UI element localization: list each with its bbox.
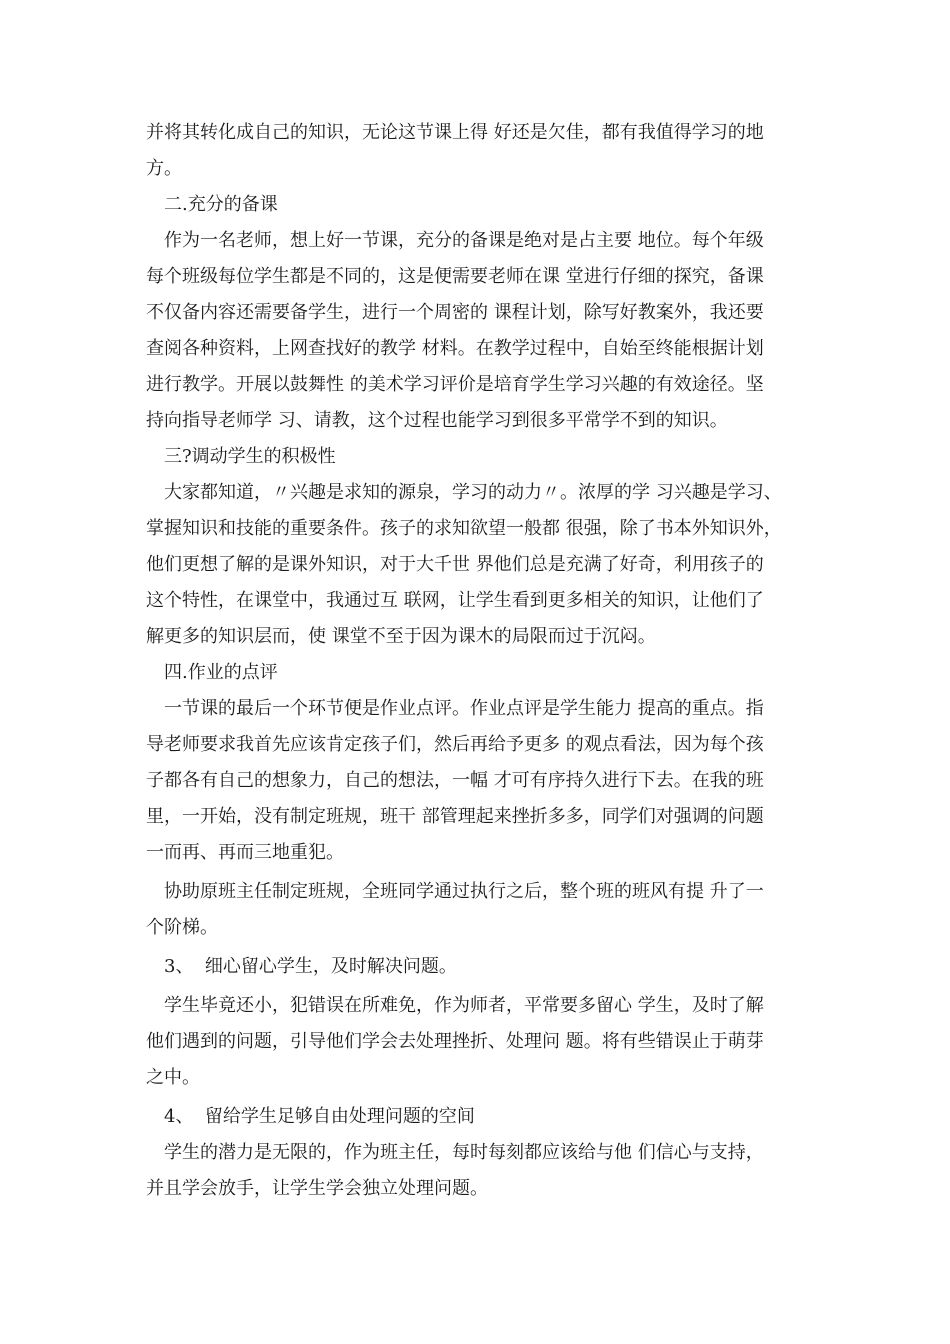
text-line: 进行教学。开展以鼓舞性 的美术学习评价是培育学生学习兴趣的有效途径。坚 [146, 374, 764, 395]
text-line: 每个班级每位学生都是不同的，这是便需要老师在课 堂进行仔细的探究，备课 [146, 266, 764, 287]
text-line: 之中。 [146, 1067, 200, 1088]
text-line: 方。 [146, 158, 182, 179]
text-line: 协助原班主任制定班规，全班同学通过执行之后，整个班的班风有提 升了一 [164, 881, 764, 902]
text-line: 一节课的最后一个环节便是作业点评。作业点评是学生能力 提高的重点。指 [164, 698, 764, 719]
text-line: 二.充分的备课 [164, 194, 278, 215]
text-line: 这个特性，在课堂中，我通过互 联网，让学生看到更多相关的知识，让他们了 [146, 590, 764, 611]
text-line: 四.作业的点评 [164, 662, 278, 683]
text-line: 不仅备内容还需要备学生，进行一个周密的 课程计划，除写好教案外，我还要 [146, 302, 764, 323]
text-line: 三?调动学生的积极性 [164, 446, 336, 467]
text-line: 持向指导老师学 习、请教，这个过程也能学习到很多平常学不到的知识。 [146, 410, 728, 431]
text-line: 掌握知识和技能的重要条件。孩子的求知欲望一般都 很强，除了书本外知识外， [146, 518, 782, 539]
text-line: 作为一名老师，想上好一节课，充分的备课是绝对是占主要 地位。每个年级 [164, 230, 764, 251]
text-line: 并且学会放手，让学生学会独立处理问题。 [146, 1178, 488, 1199]
text-line: 大家都知道，〃兴趣是求知的源泉，学习的动力〃。浓厚的学 习兴趣是学习、 [164, 482, 782, 503]
text-line: 4、 留给学生足够自由处理问题的空间 [164, 1106, 475, 1127]
text-line: 一而再、再而三地重犯。 [146, 842, 344, 863]
text-line: 导老师要求我首先应该肯定孩子们，然后再给予更多 的观点看法，因为每个孩 [146, 734, 764, 755]
text-line: 他们更想了解的是课外知识，对于大千世 界他们总是充满了好奇，利用孩子的 [146, 554, 764, 575]
text-line: 解更多的知识层而，使 课堂不至于因为课木的局限而过于沉闷。 [146, 626, 656, 647]
text-line: 并将其转化成自己的知识，无论这节课上得 好还是欠佳，都有我值得学习的地 [146, 122, 764, 143]
text-line: 学生毕竟还小，犯错误在所难免，作为师者，平常要多留心 学生，及时了解 [164, 995, 764, 1016]
text-line: 查阅各种资料，上网查找好的教学 材料。在教学过程中，自始至终能根据计划 [146, 338, 764, 359]
text-line: 学生的潜力是无限的，作为班主任，每时每刻都应该给与他 们信心与支持， [164, 1142, 764, 1163]
text-line: 他们遇到的问题，引导他们学会去处理挫折、处理问 题。将有些错误止于萌芽 [146, 1031, 764, 1052]
text-line: 3、 细心留心学生，及时解决问题。 [164, 956, 457, 977]
text-line: 子都各有自己的想象力，自己的想法，一幅 才可有序持久进行下去。在我的班 [146, 770, 764, 791]
text-line: 里，一开始，没有制定班规，班干 部管理起来挫折多多，同学们对强调的问题 [146, 806, 764, 827]
text-line: 个阶梯。 [146, 917, 218, 938]
